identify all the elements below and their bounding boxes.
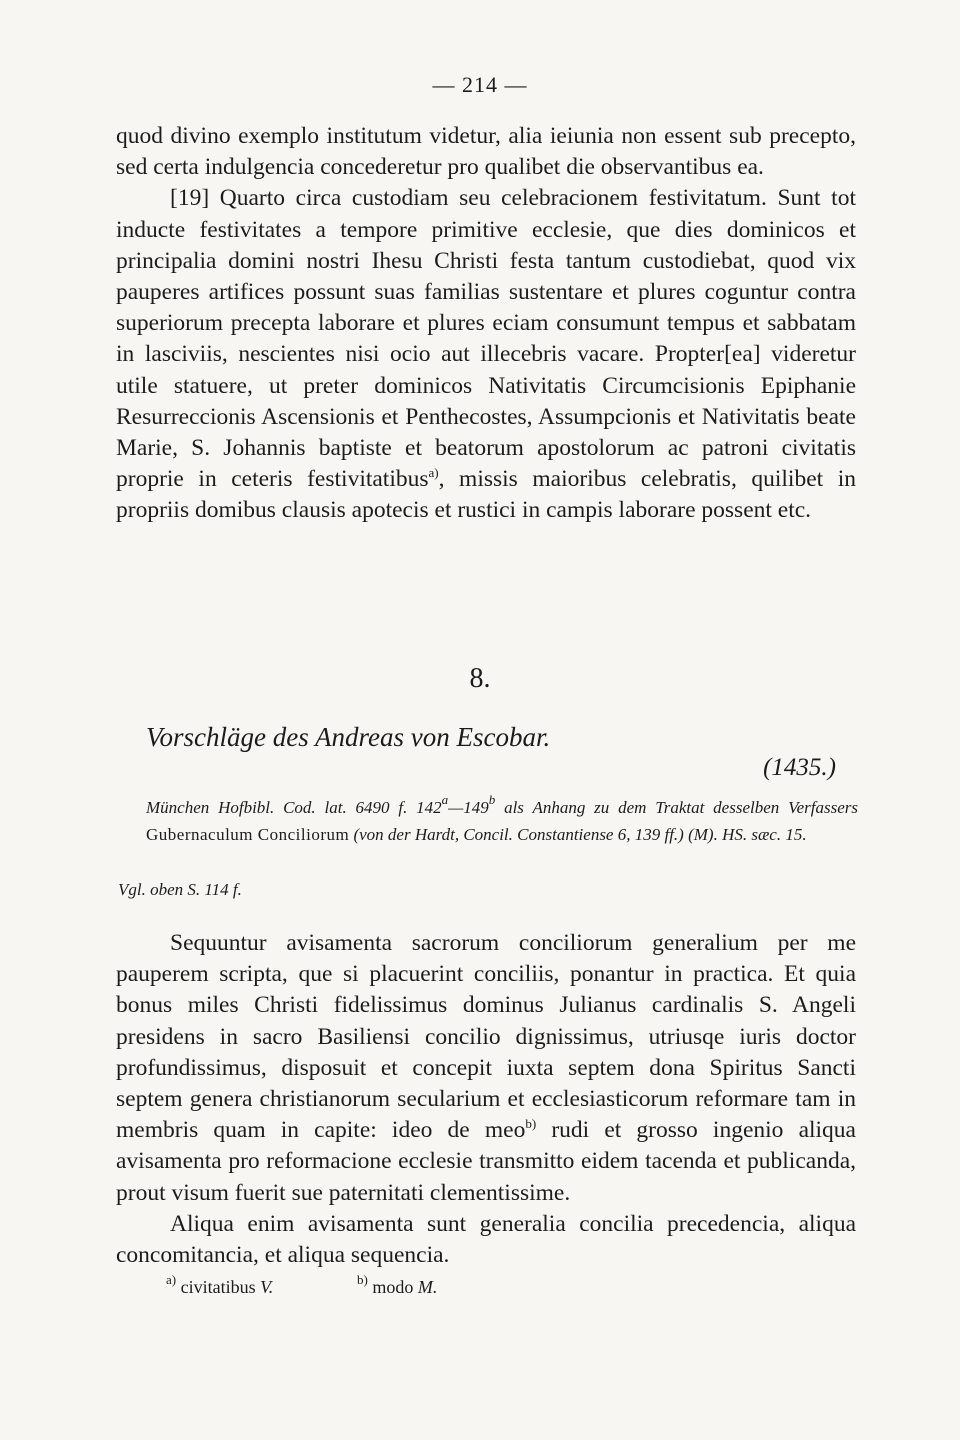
footnote-b-siglum: M. [417, 1277, 438, 1297]
source-work-title: Gubernaculum Conciliorum [146, 825, 350, 844]
footnote-a-text: civitatibus [180, 1277, 256, 1297]
footnote-b-mark: b) [357, 1272, 368, 1287]
page-number: — 214 — [432, 72, 528, 97]
source-sup-a: a [441, 792, 449, 807]
see-also-note: Vgl. oben S. 114 f. [118, 880, 242, 899]
footnote-a-siglum: V. [260, 1277, 274, 1297]
footnote-ref-b: b) [525, 1116, 537, 1132]
paragraph-sequuntur [116, 928, 856, 1209]
section-number: 8. [469, 663, 491, 694]
section-title: Vorschläge des Andreas von Escobar. [146, 722, 551, 752]
section-year: (1435.) [763, 754, 836, 781]
source-part1: München Hofbibl. Cod. lat. 6490 f. 142 [146, 798, 442, 817]
paragraph-sequuntur-end: rudi et grosso ingenio aliqua avisamenta pro reformacione ecclesie transmitto eidem tacenda et publicanda, prout visum fuerit sue paternitati clementissime. [116, 1117, 856, 1206]
source-part3: (von der Hardt, Concil. Constantiense 6, 139 ff.) (M). HS. sæc. 15. [349, 825, 807, 844]
source-sup-b: b [488, 792, 496, 807]
main-text-block [116, 928, 856, 1271]
paragraph-sequuntur-text: Sequuntur avisamenta sacrorum conciliorum generalium per me pauperem scripta, que si placuerint conciliis, ponantur in practica. Et quia bonus miles Christi fidelissimus dominus Julianus cardinalis S. Angeli presidens in sacro Basiliensi concilio dignissimus, utriusqe iuris doctor profundissimus, disposuit et concepit iuxta septem dona Spiritus Sancti septem genera christianorum secularium et ecclesiasticorum reformare tam in membris quam in capite: ideo de meo [116, 930, 856, 1144]
footnote-a-mark: a) [166, 1272, 177, 1287]
paragraph-19-end: , missis maioribus celebratis, quilibet in propriis domibus clausis apotecis et rustici in campis laborare possent etc. [116, 466, 856, 524]
footnote-b-text: modo [372, 1277, 414, 1297]
paragraph-19 [116, 183, 856, 526]
footnote-ref-a: a) [428, 465, 439, 481]
paragraph-aliqua: Aliqua enim avisamenta sunt generalia concilia precedencia, aliqua concomitancia, et aliqua sequencia. [116, 1210, 856, 1269]
paragraph-continuation: quod divino exemplo institutum videtur, alia ieiunia non essent sub precepto, sed certa indulgencia concederetur pro qualibet die observantibus ea. [116, 123, 856, 181]
footnote-b [357, 1272, 438, 1298]
source-note [146, 794, 858, 848]
footnote-a [166, 1272, 274, 1298]
paragraph-19-text: [19] Quarto circa custodiam seu celebracionem festivitatum. Sunt tot inducte festivitates a tempore primitive ecclesie, que dies dominicos et principalia domini nostri Ihesu Christi festa tantum custodiebat, quod vix pauperes artifices possunt suas familias sustentare et plures coguntur contra superiorum precepta laborare et plures eciam consumunt tempus et sabbatam in lasciviis, nescientes nisi ocio aut illecebris vacare. Propter[ea] videretur utile statuere, ut preter dominicos Nativitatis Circumcisionis Epiphanie Resurreccionis Ascensionis et Penthecostes, Assumpcionis et Nativitatis beate Marie, S. Johannis baptiste et beatorum apostolorum ac patroni civitatis proprie in ceteris festivitatibus [116, 185, 856, 493]
source-dash: —149 [448, 798, 489, 817]
top-text-block [116, 121, 856, 527]
source-part2: als Anhang zu dem Traktat desselben Verfassers [495, 798, 858, 817]
